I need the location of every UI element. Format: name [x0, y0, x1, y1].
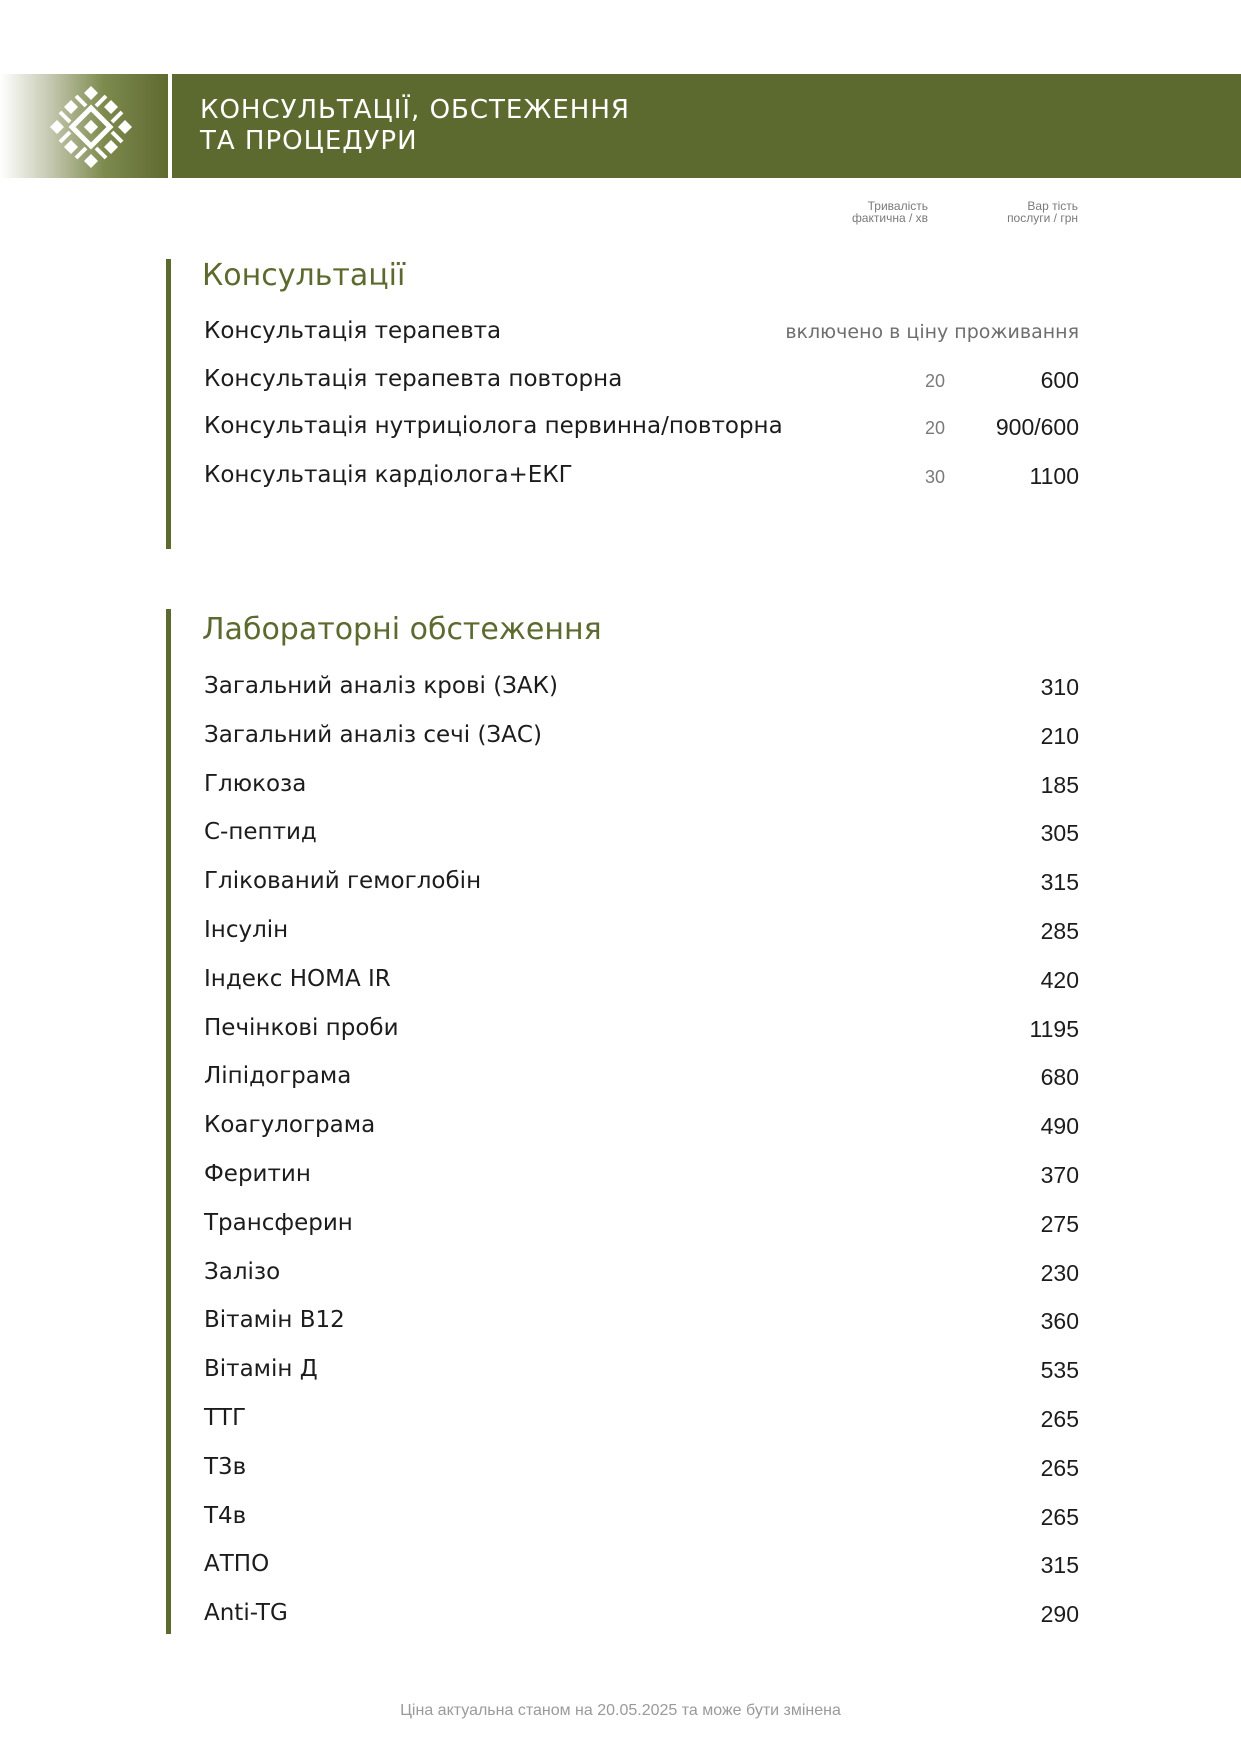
- service-name: Консультація нутриціолога первинна/повторна: [204, 413, 783, 439]
- service-name: Консультація терапевта повторна: [204, 366, 623, 392]
- test-price: 285: [1040, 918, 1079, 944]
- consultation-row: [204, 366, 1079, 398]
- test-name: Anti-TG: [204, 1600, 288, 1626]
- lab-row: [204, 1112, 1079, 1144]
- consultation-row: [204, 413, 1079, 445]
- service-price: 1100: [1029, 463, 1079, 489]
- test-name: Феритин: [204, 1161, 311, 1187]
- test-name: Глікований гемоглобін: [204, 868, 482, 894]
- lab-row: [204, 917, 1079, 949]
- test-name: Інсулін: [204, 917, 289, 943]
- test-price: 370: [1040, 1162, 1079, 1188]
- service-name: Консультація кардіолога+ЕКГ: [204, 462, 573, 488]
- test-price: 315: [1040, 869, 1079, 895]
- test-price: 315: [1040, 1552, 1079, 1578]
- lab-row: [204, 1161, 1079, 1193]
- test-name: Загальний аналіз крові (ЗАК): [204, 673, 558, 699]
- lab-section-bar: [166, 609, 171, 1634]
- lab-row: [204, 1454, 1079, 1486]
- service-name: Консультація терапевта: [204, 318, 502, 344]
- test-price: 1195: [1029, 1016, 1079, 1042]
- lab-row: [204, 1600, 1079, 1632]
- test-name: С-пептид: [204, 819, 317, 845]
- test-name: Залізо: [204, 1259, 281, 1285]
- test-name: Вітамін Д: [204, 1356, 318, 1382]
- test-name: Коагулограма: [204, 1112, 376, 1138]
- lab-row: [204, 1307, 1079, 1339]
- service-duration: 20: [924, 371, 945, 391]
- page-title-line-1: КОНСУЛЬТАЦІЇ, ОБСТЕЖЕННЯ: [200, 95, 630, 125]
- duration-column-header: [780, 200, 928, 224]
- lab-row: [204, 1015, 1079, 1047]
- test-price: 265: [1040, 1406, 1079, 1432]
- duration-header-line-2: фактична / хв: [851, 211, 928, 225]
- test-name: Печінкові проби: [204, 1015, 399, 1041]
- lab-row: [204, 868, 1079, 900]
- test-name: Ліпідограма: [204, 1063, 352, 1089]
- price-header-line-2: послуги / грн: [1007, 211, 1078, 225]
- lab-row: [204, 673, 1079, 705]
- test-price: 420: [1040, 967, 1079, 993]
- consultations-section-title: Консультації: [202, 258, 406, 293]
- test-name: Індекс HOMA IR: [204, 966, 391, 992]
- test-name: АТПО: [204, 1551, 270, 1577]
- lab-row: [204, 1063, 1079, 1095]
- test-name: Вітамін В12: [204, 1307, 345, 1333]
- lab-row: [204, 1259, 1079, 1291]
- service-price: 600: [1040, 367, 1079, 393]
- price-header-line-1: Вар тість: [1027, 199, 1078, 213]
- price-column-header: [930, 200, 1078, 224]
- consultations-section-bar: [166, 259, 171, 549]
- service-duration: 20: [924, 418, 945, 438]
- consultation-row: [204, 318, 1079, 350]
- test-price: 230: [1040, 1260, 1079, 1286]
- duration-header-line-1: Тривалість: [867, 199, 928, 213]
- lab-row: [204, 722, 1079, 754]
- test-price: 310: [1040, 674, 1079, 700]
- test-price: 680: [1040, 1064, 1079, 1090]
- lab-row: [204, 1405, 1079, 1437]
- test-name: Глюкоза: [204, 771, 307, 797]
- test-price: 265: [1040, 1455, 1079, 1481]
- ornament-logo-icon: [46, 82, 136, 172]
- test-price: 265: [1040, 1504, 1079, 1530]
- lab-row: [204, 1356, 1079, 1388]
- lab-row: [204, 1503, 1079, 1535]
- service-duration: 30: [924, 467, 945, 487]
- test-price: 490: [1040, 1113, 1079, 1139]
- page-title-line-2: ТА ПРОЦЕДУРИ: [200, 126, 418, 156]
- test-price: 185: [1040, 772, 1079, 798]
- service-price: 900/600: [995, 414, 1079, 440]
- logo-block: [0, 74, 168, 178]
- test-name: Т4в: [204, 1503, 247, 1529]
- test-name: Трансферин: [204, 1210, 353, 1236]
- lab-section-title: Лабораторні обстеження: [202, 612, 602, 647]
- test-price: 290: [1040, 1601, 1079, 1627]
- lab-row: [204, 1551, 1079, 1583]
- price-validity-note: Ціна актуальна станом на 20.05.2025 та може бути змінена: [400, 1702, 841, 1719]
- consultation-row: [204, 462, 1079, 494]
- lab-row: [204, 771, 1079, 803]
- test-name: ТТГ: [204, 1405, 247, 1431]
- lab-row: [204, 819, 1079, 851]
- test-price: 305: [1040, 820, 1079, 846]
- lab-row: [204, 966, 1079, 998]
- test-price: 535: [1040, 1357, 1079, 1383]
- test-name: Загальний аналіз сечі (ЗАС): [204, 722, 542, 748]
- test-price: 275: [1040, 1211, 1079, 1237]
- test-price: 360: [1040, 1308, 1079, 1334]
- lab-row: [204, 1210, 1079, 1242]
- service-price-note: включено в ціну проживання: [785, 321, 1079, 343]
- header-title-band: [172, 74, 1241, 178]
- test-name: Т3в: [204, 1454, 247, 1480]
- test-price: 210: [1040, 723, 1079, 749]
